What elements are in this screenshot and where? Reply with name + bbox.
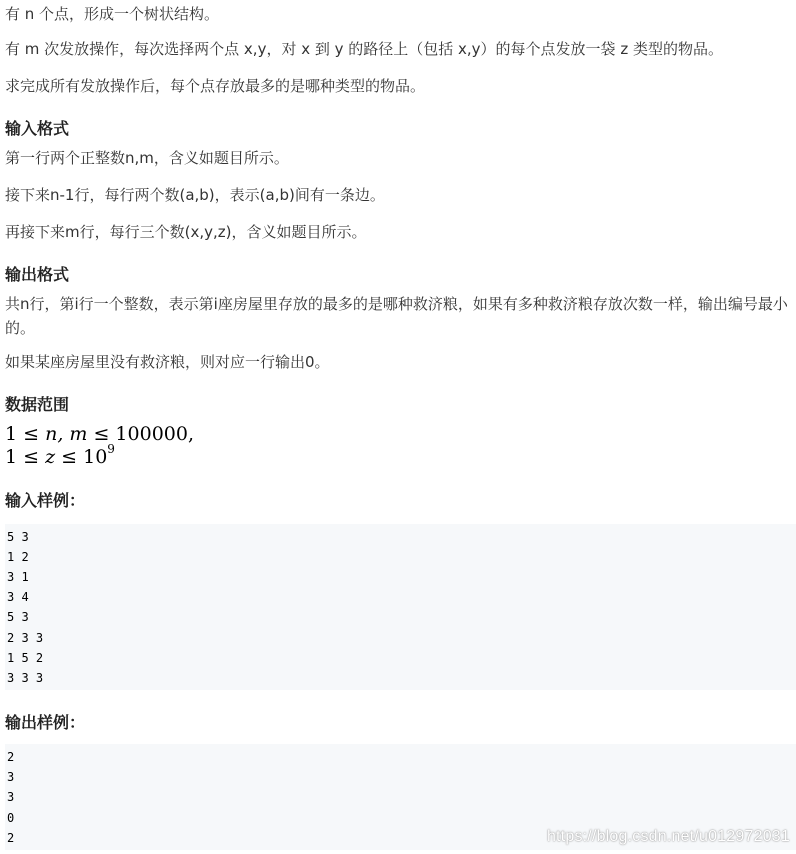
data-range-heading: 数据范围 — [5, 395, 70, 414]
code-line: 3 4 — [7, 590, 29, 605]
code-line: 5 3 — [7, 610, 29, 625]
code-line: 2 — [7, 750, 15, 764]
formula-lead: 1 ≤ — [5, 423, 46, 445]
formula-lead: 1 ≤ — [5, 446, 46, 468]
code-line: 2 — [7, 830, 15, 845]
code-line: 1 2 — [7, 550, 29, 565]
code-line: 3 — [7, 770, 15, 785]
output-format-heading: 输出格式 — [5, 265, 70, 284]
input-format-heading: 输入格式 — [5, 119, 70, 138]
code-line: 2 3 3 — [7, 630, 44, 645]
formula-var: z — [45, 446, 56, 468]
formula-tail: ≤ 100000, — [87, 423, 195, 445]
problem-description-1: 有 n 个点，形成一个树状结构。 — [5, 5, 220, 23]
code-line: 5 3 — [7, 530, 29, 544]
problem-description-3: 求完成所有发放操作后，每个点存放最多的是哪种类型的物品。 — [5, 77, 426, 95]
input-format-line-3: 再接下来m行，每行三个数(x,y,z)，含义如题目所示。 — [5, 223, 367, 241]
sample-output-heading: 输出样例： — [5, 713, 86, 732]
sample-input-heading: 输入样例： — [5, 491, 86, 510]
code-line: 3 3 3 — [7, 670, 44, 685]
sample-input-code-block — [5, 524, 796, 690]
code-line: 3 — [7, 790, 15, 805]
constraint-formula-nm — [5, 423, 194, 445]
code-line: 0 — [7, 810, 15, 825]
input-format-line-1: 第一行两个正整数n,m，含义如题目所示。 — [5, 149, 289, 167]
watermark-url: https://blog.csdn.net/u012972031 — [546, 828, 790, 845]
input-format-line-2: 接下来n-1行，每行两个数(a,b)，表示(a,b)间有一条边。 — [5, 186, 385, 204]
output-format-line-1: 共n行，第i行一个整数，表示第i座房屋里存放的最多的是哪种救济粮，如果有多种救济粮存放次数一样，输出编号最小的。 — [5, 295, 788, 337]
output-format-line-2: 如果某座房屋里没有救济粮，则对应一行输出0。 — [5, 353, 330, 371]
constraint-formula-z — [5, 442, 115, 468]
problem-description-2: 有 m 次发放操作，每次选择两个点 x,y，对 x 到 y 的路径上（包括 x,y）的每个点发放一袋 z 类型的物品。 — [5, 40, 723, 58]
formula-vars: n, m — [45, 423, 88, 445]
code-line: 3 1 — [7, 570, 29, 585]
code-line: 1 5 2 — [7, 650, 44, 665]
formula-exponent: 9 — [107, 442, 115, 456]
formula-tail: ≤ 10 — [55, 446, 108, 468]
